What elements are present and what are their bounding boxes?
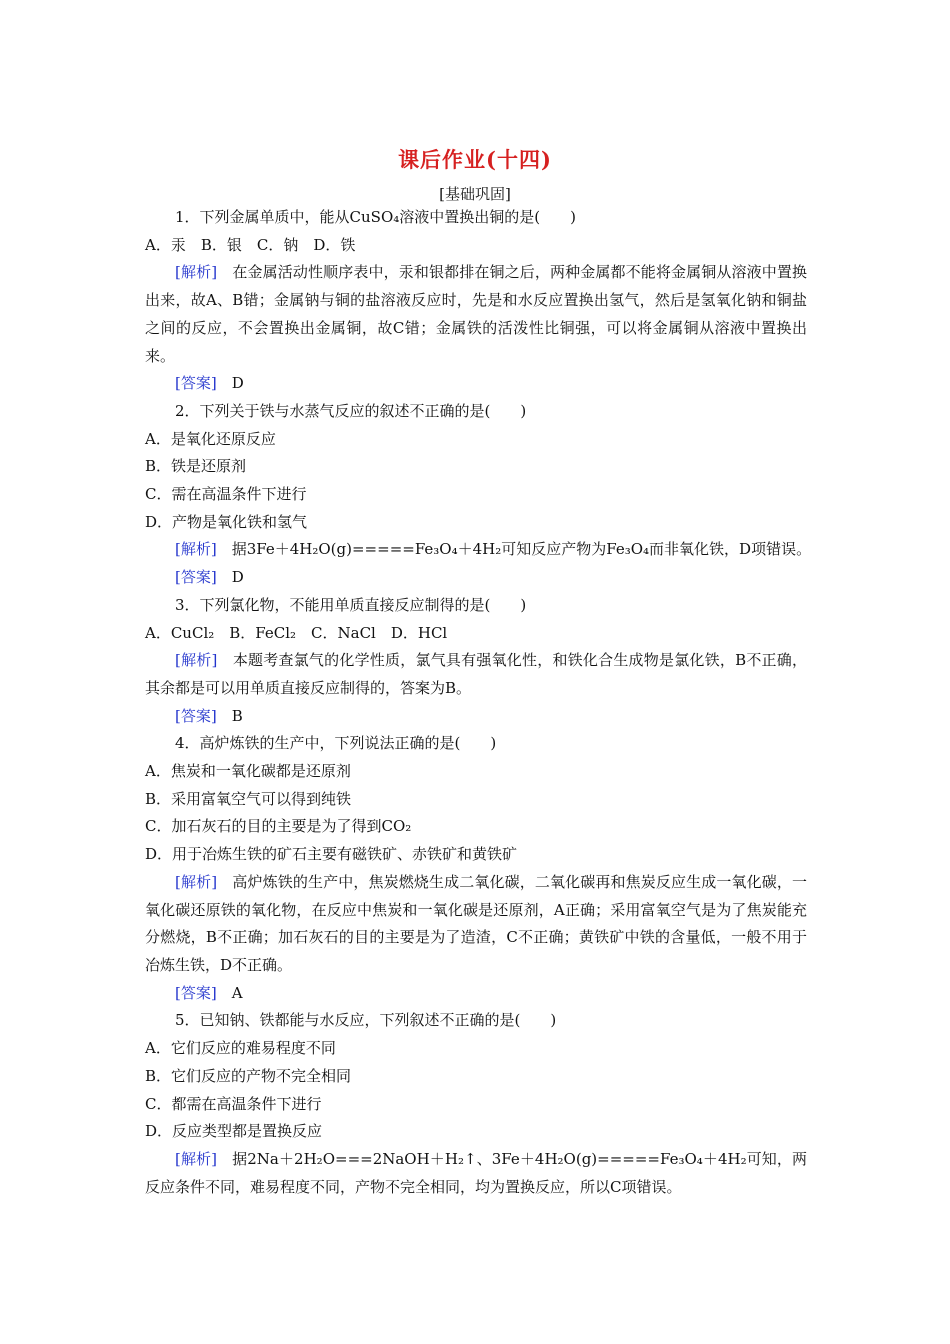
question-2-option-c: C．需在高温条件下进行: [145, 485, 307, 504]
analysis-tag: [解析]: [175, 872, 218, 891]
page-title: 课后作业(十四): [398, 147, 552, 172]
answer-tag: [答案]: [175, 568, 217, 587]
question-2-stem: 2．下列关于铁与水蒸气反应的叙述不正确的是( ): [175, 401, 527, 420]
question-3-options: A．CuCl₂ B．FeCl₂ C．NaCl D．HCl: [145, 623, 448, 642]
answer-value: A: [231, 983, 243, 1002]
question-5-option-c: C．都需在高温条件下进行: [145, 1094, 322, 1113]
analysis-tag: [解析]: [175, 651, 218, 670]
answer-value: D: [231, 374, 244, 393]
question-1-analysis: [145, 259, 807, 370]
question-2-option-d: D．产物是氧化铁和氢气: [145, 512, 308, 531]
question-5-option-d: D．反应类型都是置换反应: [145, 1122, 323, 1141]
answer-value: D: [231, 568, 244, 587]
question-4-stem: 4．高炉炼铁的生产中，下列说法正确的是( ): [175, 734, 497, 753]
question-4-option-c: C．加石灰石的目的主要是为了得到CO₂: [145, 817, 412, 836]
question-1-options: A．汞 B．银 C．钠 D．铁: [145, 235, 356, 254]
question-4-option-d: D．用于冶炼生铁的矿石主要有磁铁矿、赤铁矿和黄铁矿: [145, 845, 518, 864]
question-5-stem: 5．已知钠、铁都能与水反应，下列叙述不正确的是( ): [175, 1011, 557, 1030]
analysis-tag: [解析]: [175, 263, 218, 282]
question-3-answer: [145, 703, 807, 731]
question-4-analysis: [145, 869, 807, 980]
question-2-option-a: A．是氧化还原反应: [145, 429, 276, 448]
analysis-tag: [解析]: [175, 1149, 217, 1168]
answer-tag: [答案]: [175, 983, 217, 1002]
analysis-text: 据2Na＋2H₂O===2NaOH＋H₂↑、3Fe＋4H₂O(g)=====Fe₃O₄＋4H₂可知，两反应条件不同，难易程度不同，产物不完全相同，均为置换反应，所以C项错误。: [145, 1149, 807, 1196]
question-4-answer: [145, 980, 807, 1008]
question-2-analysis: [145, 536, 812, 564]
question-1-stem: 1．下列金属单质中，能从CuSO₄溶液中置换出铜的是( ): [175, 208, 576, 226]
question-5-analysis: [145, 1146, 807, 1201]
answer-tag: [答案]: [175, 706, 217, 725]
analysis-text: 本题考查氯气的化学性质，氯气具有强氧化性，和铁化合生成物是氯化铁，B不正确，其余都是可以用单质直接反应制得的，答案为B。: [145, 651, 807, 697]
question-2-option-b: B．铁是还原剂: [145, 457, 247, 476]
analysis-tag: [解析]: [175, 540, 217, 559]
question-4-option-a: A．焦炭和一氧化碳都是还原剂: [145, 762, 351, 781]
analysis-text: 高炉炼铁的生产中，焦炭燃烧生成二氧化碳，二氧化碳再和焦炭反应生成一氧化碳，一氧化碳还原铁的氧化物，在反应中焦炭和一氧化碳是还原剂，A正确；采用富氧空气是为了焦炭能充分燃烧，B不正确；加石灰石的目的主要是为了造渣，C不正确；黄铁矿中铁的含量低，一般不用于冶炼生铁，D不正确。: [145, 872, 807, 974]
question-1-answer: [145, 370, 807, 398]
question-4-option-b: B．采用富氧空气可以得到纯铁: [145, 789, 352, 808]
question-5-option-a: A．它们反应的难易程度不同: [145, 1039, 336, 1058]
analysis-text: 据3Fe＋4H₂O(g)=====Fe₃O₄＋4H₂可知反应产物为Fe₃O₄而非氧化铁，D项错误。: [231, 540, 812, 559]
question-2-answer: [145, 564, 807, 592]
section-heading: [基础巩固]: [439, 185, 511, 203]
question-5-option-b: B．它们反应的产物不完全相同: [145, 1066, 352, 1085]
answer-value: B: [231, 706, 243, 725]
analysis-text: 在金属活动性顺序表中，汞和银都排在铜之后，两种金属都不能将金属铜从溶液中置换出来，故A、B错；金属钠与铜的盐溶液反应时，先是和水反应置换出氢气，然后是氢氧化钠和铜盐之间的反应，不会置换出金属铜，故C错；金属铁的活泼性比铜强，可以将金属铜从溶液中置换出来。: [145, 263, 807, 365]
question-3-analysis: [145, 647, 807, 702]
answer-tag: [答案]: [175, 374, 217, 393]
question-3-stem: 3．下列氯化物，不能用单质直接反应制得的是( ): [175, 595, 527, 614]
document-body: [145, 204, 812, 1201]
